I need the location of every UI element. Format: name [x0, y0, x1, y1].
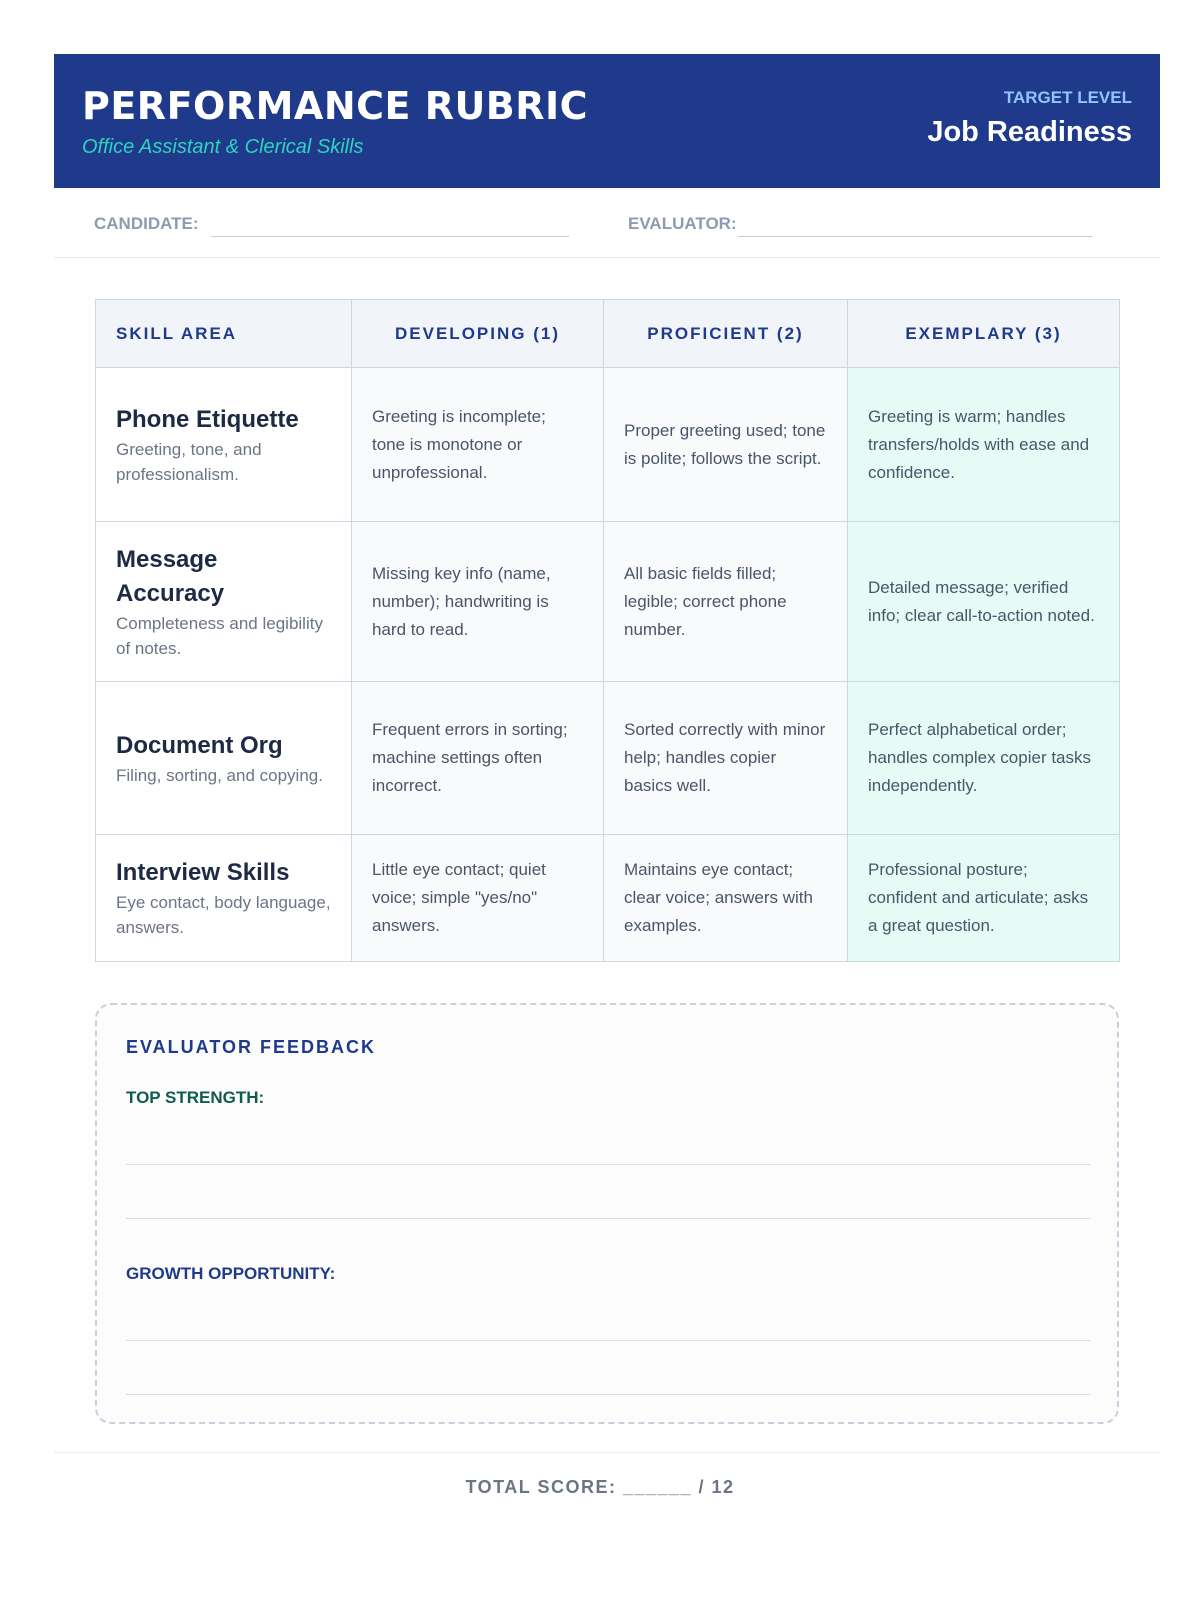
evaluator-field[interactable] — [738, 236, 1092, 237]
candidate-label: CANDIDATE: — [94, 214, 199, 233]
page-subtitle: Office Assistant & Clerical Skills — [82, 136, 364, 158]
skill-name: Message Accuracy — [116, 545, 225, 607]
exemplary-cell: Detailed message; verified info; clear call-to-action noted. — [848, 522, 1120, 682]
top-strength-line-1[interactable] — [126, 1164, 1091, 1165]
table-row — [96, 835, 1120, 962]
header-banner — [54, 54, 1160, 188]
skill-description: Greeting, tone, and professionalism. — [116, 439, 262, 484]
skill-description: Eye contact, body language, answers. — [116, 893, 331, 937]
table-row — [96, 682, 1120, 835]
top-strength-line-2[interactable] — [126, 1218, 1091, 1219]
evaluator-label: EVALUATOR: — [628, 214, 737, 233]
table-header-row — [96, 300, 1120, 368]
proficient-cell: Maintains eye contact; clear voice; answers with examples. — [604, 835, 848, 962]
column-header-skill-area: SKILL AREA — [96, 300, 352, 368]
feedback-title: EVALUATOR FEEDBACK — [126, 1037, 377, 1057]
skill-description: Filing, sorting, and copying. — [116, 765, 323, 785]
top-strength-label: TOP STRENGTH: — [126, 1088, 265, 1107]
target-level-value: Job Readiness — [927, 116, 1132, 148]
rubric-table — [95, 299, 1120, 962]
proficient-cell: Sorted correctly with minor help; handles copier basics well. — [604, 682, 848, 835]
footer-divider — [54, 1452, 1160, 1453]
target-level-label: TARGET LEVEL — [1003, 88, 1132, 107]
developing-cell: Little eye contact; quiet voice; simple "yes/no" answers. — [352, 835, 604, 962]
skill-description: Completeness and legibility of notes. — [116, 613, 323, 658]
skill-name: Interview Skills — [116, 859, 290, 886]
meta-row — [54, 188, 1160, 258]
candidate-field[interactable] — [211, 236, 569, 237]
total-score: TOTAL SCORE: ______ / 12 — [465, 1477, 735, 1497]
exemplary-cell: Greeting is warm; handles transfers/holds with ease and confidence. — [848, 368, 1120, 522]
developing-cell: Greeting is incomplete; tone is monotone or unprofessional. — [352, 368, 604, 522]
column-header-proficient: PROFICIENT (2) — [604, 300, 848, 368]
table-row — [96, 368, 1120, 522]
skill-cell — [96, 682, 352, 835]
growth-opportunity-line-2[interactable] — [126, 1394, 1091, 1395]
growth-opportunity-line-1[interactable] — [126, 1340, 1091, 1341]
proficient-cell: Proper greeting used; tone is polite; follows the script. — [604, 368, 848, 522]
developing-cell: Frequent errors in sorting; machine settings often incorrect. — [352, 682, 604, 835]
skill-cell — [96, 835, 352, 962]
page-title: PERFORMANCE RUBRIC — [82, 84, 589, 128]
table-row — [96, 522, 1120, 682]
growth-opportunity-label: GROWTH OPPORTUNITY: — [126, 1264, 336, 1283]
exemplary-cell: Professional posture; confident and articulate; asks a great question. — [848, 835, 1120, 962]
skill-cell — [96, 368, 352, 522]
exemplary-cell: Perfect alphabetical order; handles complex copier tasks independently. — [848, 682, 1120, 835]
proficient-cell: All basic fields filled; legible; correct phone number. — [604, 522, 848, 682]
column-header-developing: DEVELOPING (1) — [352, 300, 604, 368]
column-header-exemplary: EXEMPLARY (3) — [848, 300, 1120, 368]
skill-cell — [96, 522, 352, 682]
evaluator-feedback-box — [95, 1003, 1119, 1424]
skill-name: Phone Etiquette — [116, 405, 299, 433]
skill-name: Document Org — [116, 731, 283, 759]
developing-cell: Missing key info (name, number); handwriting is hard to read. — [352, 522, 604, 682]
